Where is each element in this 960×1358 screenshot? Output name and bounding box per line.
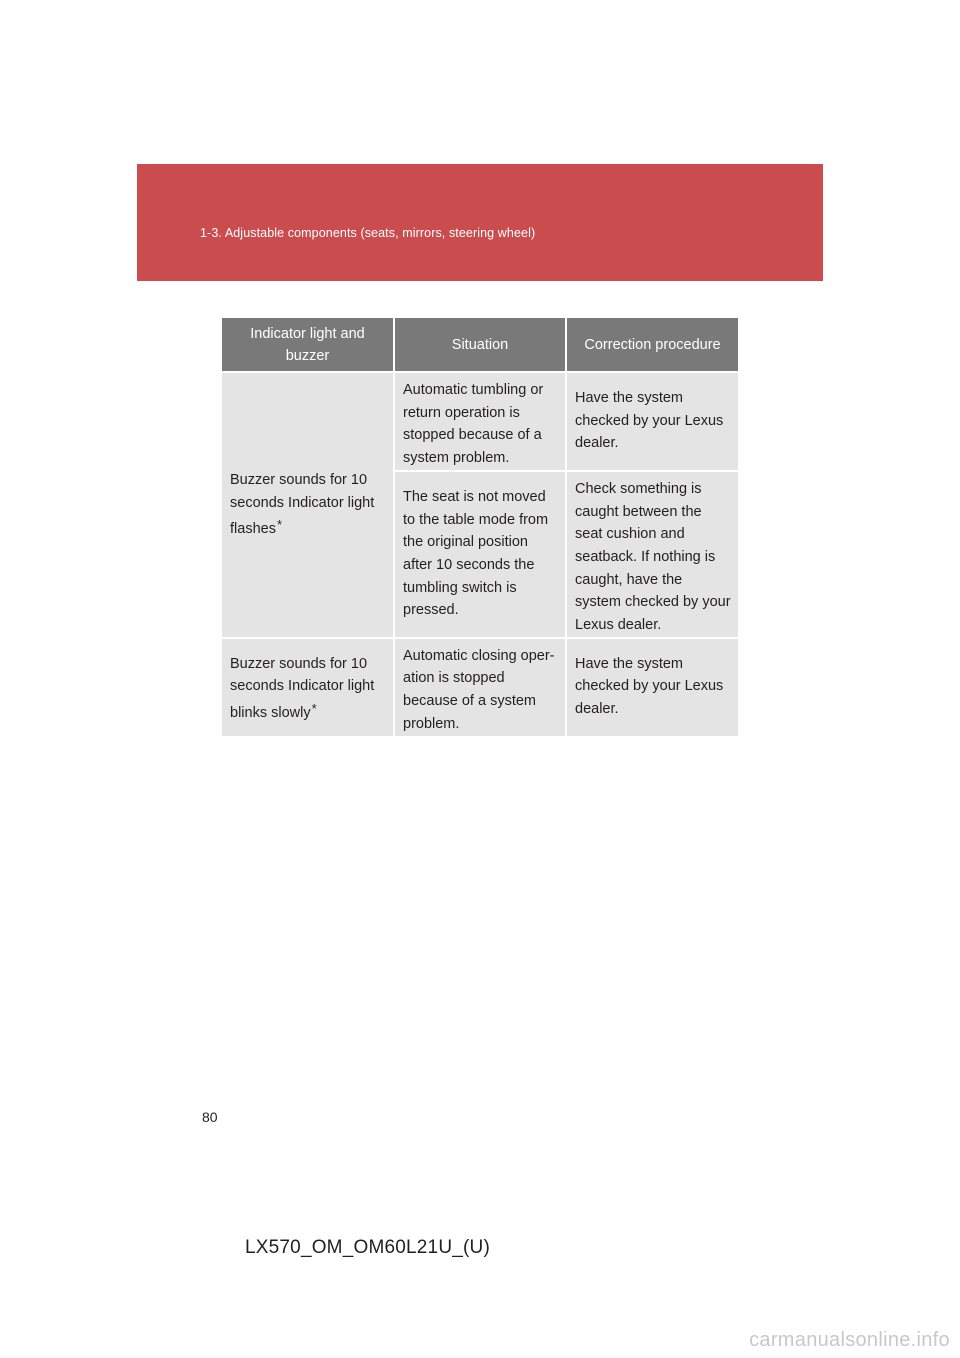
section-header-banner	[137, 164, 823, 281]
correction-cell: Check something is caught between the seat cushion and seatback. If nothing is caught, have the system checked by your Lexus dealer.	[566, 471, 738, 638]
situation-cell: Automatic tumbling or return operation is stopped because of a system problem.	[394, 372, 566, 471]
footnote-mark: *	[311, 701, 317, 717]
page-number: 80	[202, 1109, 218, 1125]
indicator-table	[222, 318, 738, 736]
section-title: 1-3. Adjustable components (seats, mirrors, steering wheel)	[200, 226, 536, 240]
table-row	[222, 638, 738, 736]
column-header-situation: Situation	[394, 318, 566, 372]
correction-cell: Have the system checked by your Lexus dealer.	[566, 638, 738, 736]
situation-cell: The seat is not moved to the table mode from the original position after 10 seconds the tumbling switch is pressed.	[394, 471, 566, 638]
indicator-text: Buzzer sounds for 10 seconds Indicator light blinks slowly	[230, 655, 375, 722]
table-row	[222, 372, 738, 471]
watermark: carmanualsonline.info	[749, 1329, 950, 1351]
situation-cell: Automatic closing oper-ation is stopped because of a system problem.	[394, 638, 566, 736]
indicator-text: Buzzer sounds for 10 seconds Indicator light flashes	[230, 471, 375, 538]
indicator-cell	[222, 372, 394, 638]
column-header-correction: Correction procedure	[566, 318, 738, 372]
document-code: LX570_OM_OM60L21U_(U)	[245, 1237, 490, 1258]
footnote-mark: *	[276, 517, 283, 533]
correction-cell: Have the system checked by your Lexus dealer.	[566, 372, 738, 471]
table-header-row	[222, 318, 738, 372]
column-header-indicator: Indicator light and buzzer	[222, 318, 394, 372]
indicator-cell	[222, 638, 394, 736]
